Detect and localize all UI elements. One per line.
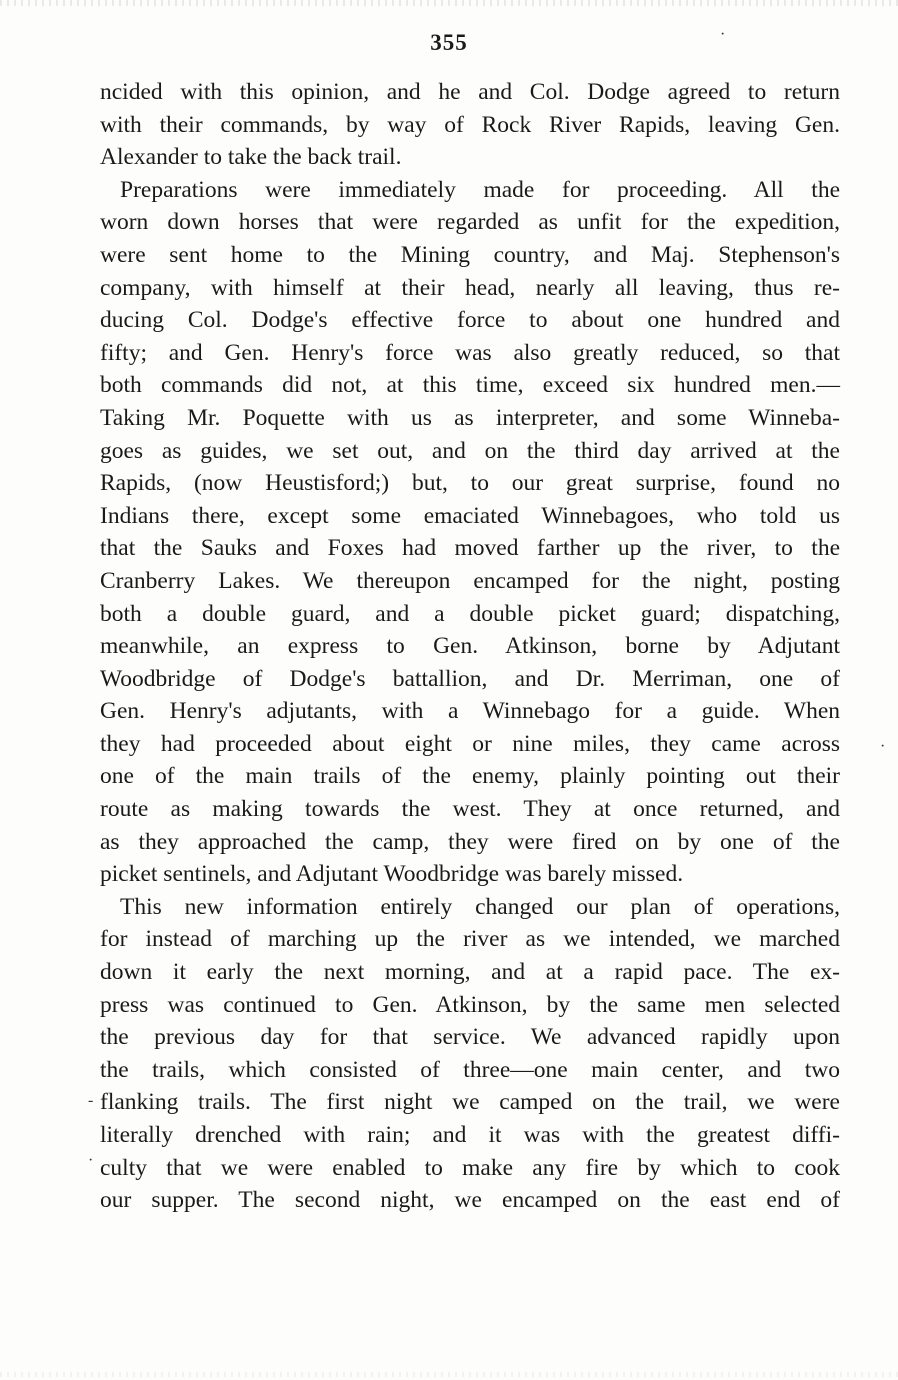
text-line: the trails, which consisted of three—one main center, and two <box>100 1056 840 1083</box>
text-line: both commands did not, at this time, exceed six hundred men.— <box>100 372 840 399</box>
text-line: route as making towards the west. They at once returned, and <box>100 796 840 823</box>
text-line: fifty; and Gen. Henry's force was also greatly reduced, so that <box>100 339 840 366</box>
top-edge-noise <box>0 0 898 6</box>
text-line: Taking Mr. Poquette with us as interpreter, and some Winneba- <box>100 404 840 431</box>
text-line: goes as guides, we set out, and on the third day arrived at the <box>100 437 840 464</box>
text-line: Rapids, (now Heustisford;) but, to our great surprise, found no <box>100 470 840 497</box>
text-line: Cranberry Lakes. We thereupon encamped for the night, posting <box>100 567 840 594</box>
text-line: culty that we were enabled to make any fire by which to cook <box>100 1154 840 1181</box>
text-line: they had proceeded about eight or nine miles, they came across <box>100 730 840 757</box>
text-line: with their commands, by way of Rock River Rapids, leaving Gen. <box>100 111 840 138</box>
text-line: Woodbridge of Dodge's battallion, and Dr. Merriman, one of <box>100 665 840 692</box>
text-line: flanking trails. The first night we camped on the trail, we were <box>100 1089 840 1116</box>
text-line: This new information entirely changed our plan of operations, <box>120 893 840 920</box>
margin-dash-mark: - <box>88 1092 94 1109</box>
bottom-edge-noise <box>0 1372 898 1377</box>
margin-dot-mark: · <box>880 738 886 755</box>
text-line: were sent home to the Mining country, and Maj. Stephenson's <box>100 241 840 268</box>
text-line: literally drenched with rain; and it was with the greatest diffi- <box>100 1122 840 1148</box>
text-line: ducing Col. Dodge's effective force to about one hundred and <box>100 307 840 334</box>
margin-dot-mark: · <box>88 1152 94 1169</box>
text-line: that the Sauks and Foxes had moved farther up the river, to the <box>100 535 840 562</box>
text-line: both a double guard, and a double picket guard; dispatching, <box>100 600 840 627</box>
text-line: the previous day for that service. We advanced rapidly upon <box>100 1024 840 1051</box>
text-line: one of the main trails of the enemy, plainly pointing out their <box>100 763 840 790</box>
text-line: for instead of marching up the river as we intended, we marched <box>100 926 840 953</box>
text-line: our supper. The second night, we encamped on the east end of <box>100 1187 840 1214</box>
text-line: meanwhile, an express to Gen. Atkinson, borne by Adjutant <box>100 633 840 660</box>
text-line: Alexander to take the back trail. <box>100 144 402 171</box>
text-line: Indians there, except some emaciated Winnebagoes, who told us <box>100 502 840 529</box>
text-line: worn down horses that were regarded as unfit for the expedition, <box>100 209 840 236</box>
text-line: as they approached the camp, they were fired on by one of the <box>100 828 840 855</box>
text-line: ncided with this opinion, and he and Col. Dodge agreed to return <box>100 79 840 105</box>
margin-dot-mark: · <box>720 26 726 43</box>
page-number: 355 <box>430 30 468 55</box>
text-line: Preparations were immediately made for proceeding. All the <box>120 176 840 203</box>
text-line: company, with himself at their head, nearly all leaving, thus re- <box>100 274 840 301</box>
body-text <box>100 76 840 1217</box>
text-line: press was continued to Gen. Atkinson, by the same men selected <box>100 991 840 1018</box>
text-line: down it early the next morning, and at a rapid pace. The ex- <box>100 959 840 986</box>
text-line: Gen. Henry's adjutants, with a Winnebago for a guide. When <box>100 698 840 725</box>
text-line: picket sentinels, and Adjutant Woodbridge was barely missed. <box>100 861 684 888</box>
